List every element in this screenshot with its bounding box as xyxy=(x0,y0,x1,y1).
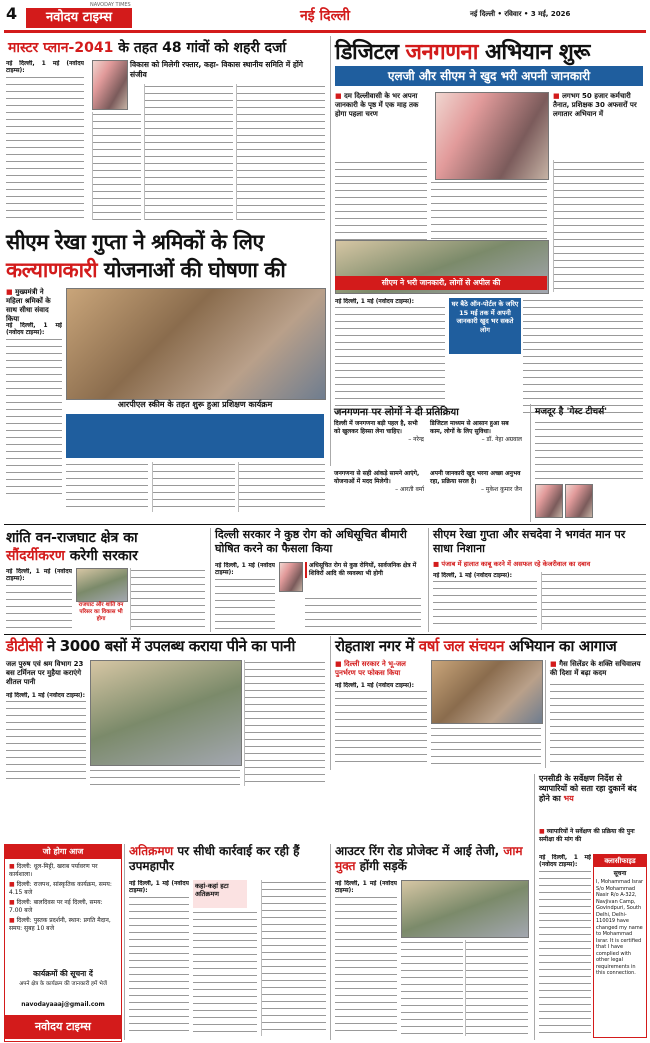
cm-scheme-blue-box xyxy=(66,414,324,458)
classified-title: क्लासीफाइड xyxy=(594,855,646,867)
classified-subtitle: सूचना xyxy=(613,870,627,877)
census-headline-b: जनगणना xyxy=(405,40,478,65)
cm-scheme-headline-red: कल्याणकारी xyxy=(6,258,98,282)
events-item-3: ■ दिल्ली: बालदिवस पर नई दिल्ली, समय: 7.00 बजे xyxy=(9,899,117,914)
rohtash-headline xyxy=(335,636,616,656)
cm-scheme-left-sub: ■ मुख्यमंत्री ने महिला श्रमिकों के साथ सीधा संवाद किया xyxy=(6,288,62,324)
rohtash-col2 xyxy=(431,726,541,766)
kushth-text-1 xyxy=(215,577,275,630)
cm-scheme-article xyxy=(4,228,326,518)
masthead xyxy=(0,0,650,34)
brand-logo: नवोदय टाइम्स xyxy=(26,8,132,28)
ncd-col1 xyxy=(539,854,591,1036)
mazdoor-test-title: मजदूर है 'गेस्ट टीचर्स' xyxy=(535,407,607,417)
atikraman-article xyxy=(124,844,327,1040)
reaction-quote-3-by: – आरती वर्मा xyxy=(395,486,424,493)
census-article xyxy=(330,36,647,466)
census-dateline: नई दिल्ली, 1 मई (नवोदय टाइम्स): xyxy=(335,298,415,305)
reaction-quote-3 xyxy=(334,470,424,493)
cm-scheme-headline-1: सीएम रेखा गुप्ता ने श्रमिकों के लिए xyxy=(6,230,264,254)
rohtash-headline-a: रोहताश नगर में xyxy=(335,637,419,655)
shanti-van-photo xyxy=(76,568,128,602)
shanti-van-text-1 xyxy=(6,583,72,630)
outer-ring-headline-c: होंगी सड़कें xyxy=(355,859,407,873)
master-plan-text-1 xyxy=(6,75,84,220)
events-item-4: ■ दिल्ली: पुस्तक प्रदर्शनी, स्थान: प्रगति मैदान, समय: सुबह 10 बजे xyxy=(9,917,117,932)
events-notice-text: अपने क्षेत्र के कार्यक्रम की जानकारी हमें भेजें xyxy=(19,981,107,987)
events-box xyxy=(4,844,122,1042)
section-name: नई दिल्ली xyxy=(300,8,351,24)
events-footer-brand: नवोदय टाइम्स xyxy=(5,1015,121,1039)
mazdoor-test-text xyxy=(535,420,643,480)
dtc-article xyxy=(4,636,326,840)
cm-scheme-dateline: नई दिल्ली, 1 मई (नवोदय टाइम्स): xyxy=(6,322,62,337)
kushth-col2 xyxy=(305,596,421,630)
rohtash-headline-b: वर्षा जल संचयन xyxy=(418,637,505,655)
ncd-dateline: नई दिल्ली, 1 मई (नवोदय टाइम्स): xyxy=(539,854,591,869)
rekha-attack-text-1 xyxy=(433,579,537,627)
census-photo-caption: सीएम ने भरी जानकारी, लोगों से अपील की xyxy=(335,276,547,290)
atikraman-headline-rest: पर सीधी कार्रवाई कर रही हैं उपमहापौर xyxy=(129,844,300,873)
census-overlay: घर बैठे ऑन-पोर्टल के जरिए 15 मई तक में अपनी जानकारी खुद भर सकते लोग xyxy=(449,298,521,354)
reaction-quote-4-text: अपनी जानकारी खुद भरना अच्छा अनुभव रहा, प्रक्रिया सरल है। xyxy=(430,470,521,485)
ncd-headline xyxy=(539,774,645,804)
reaction-quote-1-text: दिल्ली में जनगणना बड़ी पहल है, सभी को खुलकर हिस्सा लेना चाहिए। xyxy=(334,420,418,435)
census-col4 xyxy=(523,298,643,418)
census-photo xyxy=(435,92,549,180)
outer-ring-headline-b: जाम मुक्त xyxy=(335,844,523,873)
dtc-headline-red: डीटीसी xyxy=(6,637,43,655)
shanti-van-headline-rest: करेगी सरकार xyxy=(64,548,138,564)
classified-body: I, Mohammad Israr S/o Mohammad Nasir R/o A-322, Navjivan Camp, Govindpuri, South Delhi, Delhi-110019 have changed my name to Mohammad Israr. It is certified that I have complied with other legal requirements in this connection. xyxy=(596,879,644,976)
rekha-attack-dateline: नई दिल्ली, 1 मई (नवोदय टाइम्स): xyxy=(433,572,513,579)
shanti-van-caption: राजघाट और शांति वन परिसर का विकास भी होगा xyxy=(78,602,124,622)
outer-ring-dateline: नई दिल्ली, 1 मई (नवोदय टाइम्स): xyxy=(335,880,397,895)
master-plan-sub: विकास को मिलेगी रफ्तार, कहा- विकास स्थानीय समिति में होंगे संजीव xyxy=(130,60,303,79)
outer-ring-text-1 xyxy=(335,895,397,1036)
reaction-quote-1 xyxy=(334,420,424,443)
dtc-col3 xyxy=(244,660,325,786)
master-plan-col3 xyxy=(144,84,233,220)
reactions-box xyxy=(330,404,526,522)
master-plan-dateline: नई दिल्ली, 1 मई (नवोदय टाइम्स): xyxy=(6,60,84,75)
shanti-van-dateline: नई दिल्ली, 1 मई (नवोदय टाइम्स): xyxy=(6,568,72,583)
reaction-quote-2 xyxy=(430,420,522,443)
events-notice-title: कार्यक्रमों की सूचना दें xyxy=(33,969,93,978)
events-title: जो होगा आज xyxy=(5,845,121,859)
outer-ring-col2 xyxy=(401,940,463,1036)
reaction-quote-2-by: – डॉ. नेहा अग्रवाल xyxy=(481,436,522,443)
kushth-photo xyxy=(279,562,303,592)
outer-ring-headline xyxy=(335,844,529,874)
master-plan-photo xyxy=(92,60,128,110)
atikraman-text-1 xyxy=(129,895,189,1036)
shanti-van-col2 xyxy=(130,568,205,630)
cm-scheme-col3 xyxy=(152,462,235,512)
master-plan-col4 xyxy=(236,84,325,220)
census-box-left: ■ दम दिल्लीवासी के भर अपना जानकारी के पृष्ठ में एक माह तक होगा पहला चरण xyxy=(335,92,431,156)
shanti-van-headline-2 xyxy=(6,546,138,565)
outer-ring-article-main xyxy=(330,844,531,1040)
cm-scheme-col4 xyxy=(238,462,325,512)
atikraman-headline-red: अतिक्रमण xyxy=(129,844,174,858)
dtc-sub: जल पुरुष एवं श्रम विभाग 23 बस टर्मिनल पर मुहैया कराएंगे शीतल पानी xyxy=(6,660,84,686)
reaction-quote-1-by: – नरेन्द्र xyxy=(408,436,424,443)
rohtash-article xyxy=(330,636,647,770)
kushth-quote: अधिसूचित रोग से कुष्ठ रोगियों, सार्वजनिक क्षेत्र में शिविरों आदि की व्यवस्था भी होगी xyxy=(305,562,425,578)
master-plan-headline xyxy=(8,38,286,57)
atikraman-box: कहां-कहां हटा अतिक्रमण xyxy=(193,880,247,908)
dtc-col2 xyxy=(90,768,240,786)
kushth-article xyxy=(210,528,425,632)
rekha-attack-col2 xyxy=(541,572,646,630)
census-col3 xyxy=(335,298,445,418)
rohtash-headline-c: अभियान का आगाज xyxy=(504,637,617,655)
rekha-attack-headline: सीएम रेखा गुप्ता और सचदेवा ने भगवंत मान पर साधा निशाना xyxy=(433,528,626,555)
dtc-dateline: नई दिल्ली, 1 मई (नवोदय टाइम्स): xyxy=(6,692,86,699)
atikraman-col2 xyxy=(193,910,257,1036)
masthead-rule xyxy=(4,30,646,33)
census-subhead: एलजी और सीएम ने खुद भरी अपनी जानकारी xyxy=(335,66,643,86)
cm-scheme-headline-rest: योजनाओं की घोषणा की xyxy=(97,258,286,282)
rohtash-dateline: नई दिल्ली, 1 मई (नवोदय टाइम्स): xyxy=(335,682,415,689)
shanti-van-col1 xyxy=(6,568,72,630)
kushth-dateline: नई दिल्ली, 1 मई (नवोदय टाइम्स): xyxy=(215,562,275,577)
events-email[interactable]: navodayaaaj@gmail.com xyxy=(21,1001,105,1008)
events-item-2: ■ दिल्ली: राजपथ, सांस्कृतिक कार्यक्रम, समय: 4.15 बजे xyxy=(9,881,117,896)
census-col2 xyxy=(431,180,547,240)
master-plan-headline-red: मास्टर प्लान-2041 xyxy=(8,40,114,56)
cm-scheme-left-col xyxy=(6,322,62,498)
gas-cylinder-article xyxy=(545,660,646,768)
dtc-photo xyxy=(90,660,242,766)
reaction-quote-3-text: जनगणना से सही आंकड़े सामने आएंगे, योजनाओं में मदद मिलेगी। xyxy=(334,470,420,485)
master-plan-col1 xyxy=(6,60,84,220)
ncd-article xyxy=(534,774,647,1040)
mazdoor-test-photo-2 xyxy=(565,484,593,518)
kushth-col1 xyxy=(215,562,275,630)
master-plan-col2 xyxy=(92,112,141,220)
gas-cylinder-text xyxy=(550,682,644,766)
atikraman-col1 xyxy=(129,880,189,1036)
master-plan-headline-rest: के तहत 48 गांवों को शहरी दर्जा xyxy=(113,40,287,56)
census-box-right: ■ लगभग 50 हजार कर्मचारी तैनात, प्रशिक्षक 30 अफसरों पर लगातार अभियान में xyxy=(553,92,643,156)
atikraman-col3 xyxy=(261,880,326,1036)
cm-scheme-photo xyxy=(66,288,326,400)
census-headline-a: डिजिटल xyxy=(335,40,406,65)
outer-ring-headline-a: आउटर रिंग रोड प्रोजेक्ट में आई तेजी, xyxy=(335,844,504,858)
census-headline-c: अभियान शुरू xyxy=(477,40,590,65)
events-list xyxy=(9,863,117,932)
cm-scheme-col2 xyxy=(66,462,148,512)
rohtash-photo xyxy=(431,660,543,724)
mazdoor-test-article xyxy=(530,404,647,522)
rohtash-sub: ■ दिल्ली सरकार ने भू-जल पुनर्भरण पर फोकस किया xyxy=(335,660,427,678)
outer-ring-col1 xyxy=(335,880,397,1036)
reactions-title: जनगणना पर लोगों ने दी प्रतिक्रिया xyxy=(334,407,459,418)
divider-1 xyxy=(4,524,646,525)
dtc-col1 xyxy=(6,692,86,782)
ncd-text-1 xyxy=(539,869,591,1036)
reaction-quote-4 xyxy=(430,470,522,493)
mazdoor-test-photo xyxy=(535,484,563,518)
reaction-quote-4-by: – मुकेश कुमार जैन xyxy=(481,486,522,493)
date-line: नई दिल्ली • रविवार • 3 मई, 2026 xyxy=(470,10,571,18)
events-item-1: ■ दिल्ली: धूल-मिट्टी, खराब पर्यावरण पर कार्यशाला। xyxy=(9,863,117,878)
shanti-van-headline-1: शांति वन-राजघाट क्षेत्र का xyxy=(6,530,138,546)
rekha-attack-article xyxy=(428,528,647,632)
ncd-sub: ■ व्यापारियों ने सर्वेक्षण की प्रक्रिया की पुनः समीक्षा की मांग की xyxy=(539,828,645,843)
rohtash-text-1 xyxy=(335,689,427,763)
shanti-van-headline-red: सौंदर्यीकरण xyxy=(6,548,65,564)
atikraman-dateline: नई दिल्ली, 1 मई (नवोदय टाइम्स): xyxy=(129,880,189,895)
dtc-headline xyxy=(6,636,295,656)
rohtash-col1 xyxy=(335,682,427,766)
outer-ring-col3 xyxy=(465,940,528,1036)
divider-2 xyxy=(4,634,646,635)
small-brand: NAVODAY TIMES xyxy=(90,2,131,8)
rekha-attack-col1 xyxy=(433,572,537,630)
outer-ring-photo xyxy=(401,880,529,938)
master-plan-article xyxy=(4,36,326,224)
cm-scheme-photo-caption: आरपीएल स्कीम के तहत शुरू हुआ प्रशिक्षण कार्यक्रम xyxy=(117,400,273,409)
kushth-headline: दिल्ली सरकार ने कुष्ठ रोग को अधिसूचित बीमारी घोषित करने का फैसला किया xyxy=(215,528,407,555)
ncd-headline-a: एनसीडी के सर्वेक्षण निर्देश से व्यापारियों को सता रहा दुकानें बंद होने का xyxy=(539,774,637,803)
classified-box xyxy=(593,854,647,1038)
gas-cylinder-headline: ■ गैस सिलेंडर के शक्ति सचिवालय की दिशा में बढ़ा कदम xyxy=(550,660,644,678)
census-col5 xyxy=(553,160,644,292)
cm-scheme-text-1 xyxy=(6,337,62,498)
page-number: 4 xyxy=(6,4,18,23)
reaction-quote-2-text: डिजिटल माध्यम से आसान हुआ सब काम, लोगों के लिए सुविधा। xyxy=(430,420,509,435)
census-headline xyxy=(335,36,590,66)
ncd-headline-b: भय xyxy=(563,794,574,803)
atikraman-headline xyxy=(129,844,325,874)
dtc-text-1 xyxy=(6,699,86,779)
census-col1 xyxy=(335,160,427,240)
rekha-attack-sub: ■ पंजाब में हालात काबू करने में असफल रहे केजरीवाल का दबाव xyxy=(433,560,645,568)
census-text-3 xyxy=(335,305,445,415)
cm-scheme-headline-2 xyxy=(6,256,285,284)
shanti-van-article xyxy=(4,528,206,632)
dtc-headline-rest: ने 3000 बसों में उपलब्ध कराया पीने का पानी xyxy=(42,637,295,655)
